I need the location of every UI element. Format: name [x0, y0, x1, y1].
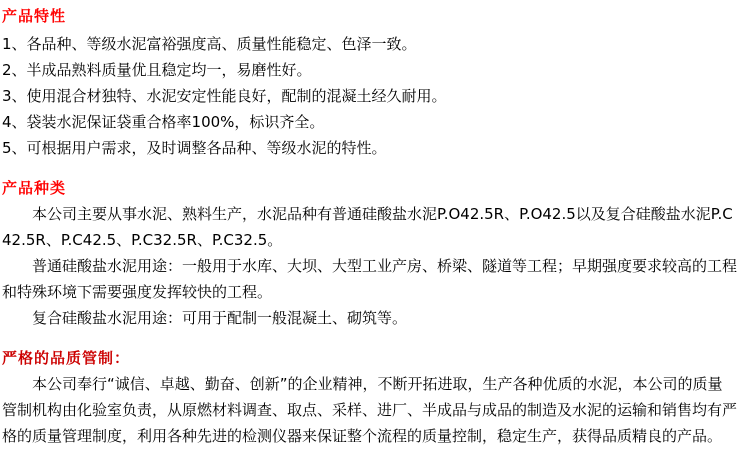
product-types-heading: 产品种类 [2, 179, 67, 197]
feature-item-4: 4、袋装水泥保证袋重合格率100%，标识齐全。 [2, 113, 325, 131]
quality-control-paragraph: 本公司奉行“诚信、卓越、勤奋、创新”的企业精神，不断开拓进取，生产各种优质的水泥，本公司的质量管制机构由化验室负责，从原燃材料调查、取点、采样、进厂、半成品与成品的制造及水泥的运输和销售均有严格的质量管理制度，利用各种先进的检测仪器来保证整个流程的质量控制，稳定生产，获得品质精良的产品。 [2, 375, 738, 445]
section-quality-control [2, 345, 737, 449]
section-product-types [2, 175, 737, 331]
composite-cement-usage-paragraph: 复合硅酸盐水泥用途：可用于配制一般混凝土、砌筑等。 [32, 309, 408, 327]
product-features-heading: 产品特性 [2, 7, 67, 25]
ordinary-cement-usage-paragraph: 普通硅酸盐水泥用途：一般用于水库、大坝、大型工业产房、桥梁、隧道等工程；早期强度要求较高的工程和特殊环境下需要强度发挥较快的工程。 [2, 257, 738, 301]
feature-item-2: 2、半成品熟料质量优且稳定均一，易磨性好。 [2, 61, 312, 79]
types-overview-paragraph: 本公司主要从事水泥、熟料生产，水泥品种有普通硅酸盐水泥P.O42.5R、P.O42.5以及复合硅酸盐水泥P.C42.5R、P.C42.5、P.C32.5R、P.C32.5。 [2, 205, 733, 249]
feature-item-3: 3、使用混合材独特、水泥安定性能良好，配制的混凝土经久耐用。 [2, 87, 447, 105]
quality-control-heading: 严格的品质管制： [2, 349, 131, 367]
section-product-features [2, 3, 737, 161]
feature-item-5: 5、可根据用户需求，及时调整各品种、等级水泥的特性。 [2, 139, 387, 157]
feature-item-1: 1、各品种、等级水泥富裕强度高、质量性能稳定、色泽一致。 [2, 35, 417, 53]
